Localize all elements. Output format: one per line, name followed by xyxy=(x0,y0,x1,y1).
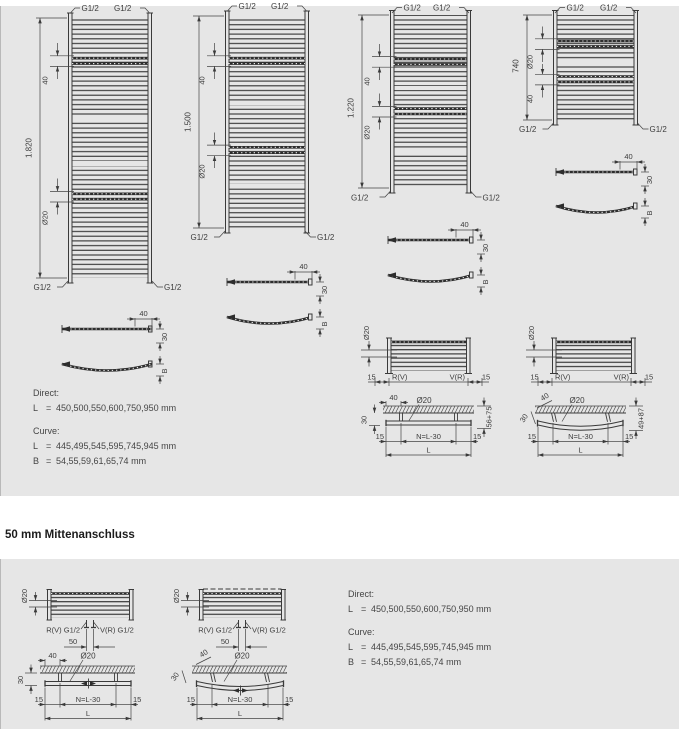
direct-lengths: 450,500,550,600,750,950 mm xyxy=(371,604,492,614)
sideview-direct-curve-col4 xyxy=(555,152,654,226)
dim-40-label: 40 xyxy=(197,647,210,660)
dim-40-label: 40 xyxy=(525,94,535,104)
curve-depth-row: B = 54,55,59,61,65,74 mm xyxy=(348,657,462,667)
dim-40-label: 40 xyxy=(624,152,633,161)
dim-d20-label: Ø20 xyxy=(362,125,372,140)
dim-15-label: 15 xyxy=(530,372,539,382)
connection-label: G1/2 xyxy=(403,3,421,13)
dim-15-label: 15 xyxy=(285,695,294,704)
radiator-front-740 xyxy=(512,4,668,135)
length-label: L xyxy=(85,709,91,718)
dim-40-label: 40 xyxy=(197,76,207,85)
return-flow-label: R(V) xyxy=(555,372,571,382)
curve-length-row: L = 445,495,545,595,745,945 mm xyxy=(348,642,492,652)
frontview-short-col4 xyxy=(526,326,653,386)
flow-return-connection-label: V(R) G1/2 xyxy=(252,625,286,635)
connection-label: G1/2 xyxy=(164,283,182,292)
curve-title: Curve: xyxy=(348,627,375,637)
axis-spacing-label: N=L-30 xyxy=(75,695,101,704)
curve-lengths: 445,495,545,595,745,945 mm xyxy=(56,441,177,451)
height-dim-label: 740 xyxy=(511,59,521,73)
dim-30-label: 30 xyxy=(645,175,654,185)
dim-50-label: 50 xyxy=(220,637,230,646)
dim-40-label: 40 xyxy=(460,220,469,229)
dim-30-label: 30 xyxy=(16,675,25,685)
dim-15-label: 15 xyxy=(473,432,482,441)
length-label: L xyxy=(578,445,583,455)
dim-d20-label: Ø20 xyxy=(362,325,371,341)
radiator-front-1220 xyxy=(347,4,501,203)
connection-label: G1/2 xyxy=(238,2,256,11)
dim-30-label: 30 xyxy=(481,243,490,253)
height-dim-label: 1.220 xyxy=(346,97,356,119)
spec-block-bottom xyxy=(348,589,491,672)
sideview-direct-curve-col3 xyxy=(387,220,490,295)
axis-spacing-label: N=L-30 xyxy=(416,432,441,441)
length-label: L xyxy=(33,403,39,413)
curve-depths: 54,55,59,61,65,74 mm xyxy=(371,657,462,667)
dim-15-label: 15 xyxy=(625,432,634,441)
frontview-center-curve xyxy=(172,589,286,651)
section-heading: 50 mm Mittenanschluss xyxy=(5,529,135,541)
sideview-direct-curve-col1 xyxy=(61,309,169,384)
dim-d20-label: Ø20 xyxy=(416,396,432,405)
dim-15-label: 15 xyxy=(481,372,491,382)
wall-distance-range-label: 49+87 xyxy=(636,407,646,430)
curve-title: Curve: xyxy=(33,426,60,436)
connection-label: G1/2 xyxy=(433,3,451,13)
dim-15-label: 15 xyxy=(375,432,384,441)
dim-50-label: 50 xyxy=(68,637,78,646)
dim-30-label: 30 xyxy=(359,415,369,425)
flow-return-label: V(R) xyxy=(449,372,465,382)
dim-b-label: B xyxy=(481,279,490,285)
dim-15-label: 15 xyxy=(527,432,536,441)
dim-d20-label: Ø20 xyxy=(20,588,29,604)
spec-block-top xyxy=(33,388,176,471)
dim-d20-label: Ø20 xyxy=(197,164,207,179)
height-dim-label: 1.820 xyxy=(24,137,34,159)
connection-label: G1/2 xyxy=(566,3,584,13)
dim-b-label: B xyxy=(320,321,329,327)
curve-length-row: L = 445,495,545,595,745,945 mm xyxy=(33,441,177,451)
connection-label: G1/2 xyxy=(519,125,537,134)
dim-d20-label: Ø20 xyxy=(527,325,536,341)
length-label: L xyxy=(237,709,243,718)
connection-label: G1/2 xyxy=(351,193,369,203)
curve-depths: 54,55,59,61,65,74 mm xyxy=(56,456,147,466)
planview-direct-col3 xyxy=(360,393,494,457)
planview-curve-col4 xyxy=(518,391,646,457)
connection-label: G1/2 xyxy=(600,3,618,13)
dim-15-label: 15 xyxy=(34,695,43,704)
return-flow-connection-label: R(V) G1/2 xyxy=(46,625,80,635)
planview-center-curve xyxy=(169,647,293,720)
dim-40-label: 40 xyxy=(538,390,551,403)
dim-d20-label: Ø20 xyxy=(234,651,250,661)
dim-40-label: 40 xyxy=(299,262,308,271)
dim-40-label: 40 xyxy=(362,77,372,86)
direct-length-row: L = 450,500,550,600,750,950 mm xyxy=(33,403,177,413)
flow-return-connection-label: V(R) G1/2 xyxy=(100,625,134,635)
direct-lengths: 450,500,550,600,750,950 mm xyxy=(56,403,177,413)
connection-label: G1/2 xyxy=(482,193,500,203)
dim-40-label: 40 xyxy=(48,651,57,660)
dim-d20-label: Ø20 xyxy=(40,210,50,226)
dim-40-label: 40 xyxy=(40,76,50,85)
dim-30-label: 30 xyxy=(168,670,182,683)
direct-title: Direct: xyxy=(33,388,60,398)
dim-15-label: 15 xyxy=(186,695,195,704)
dim-15-label: 15 xyxy=(367,372,376,382)
return-flow-connection-label: R(V) G1/2 xyxy=(198,625,232,635)
axis-spacing-label: N=L-30 xyxy=(568,432,593,441)
connection-label: G1/2 xyxy=(114,4,132,13)
dim-30-label: 30 xyxy=(517,412,530,425)
dim-d20-label: Ø20 xyxy=(569,396,585,405)
dim-b-label: B xyxy=(160,368,169,374)
connection-label: G1/2 xyxy=(317,233,335,242)
axis-spacing-label: N=L-30 xyxy=(227,695,253,704)
planview-center-direct xyxy=(16,651,141,721)
curve-depth-row: B = 54,55,59,61,65,74 mm xyxy=(33,456,147,466)
radiator-front-1820 xyxy=(25,4,182,292)
dim-d20-label: Ø20 xyxy=(525,54,535,70)
dim-40-label: 40 xyxy=(389,393,398,402)
sideview-direct-curve-col2 xyxy=(226,262,329,337)
frontview-center-direct xyxy=(20,589,134,651)
radiator-front-1500 xyxy=(184,2,335,242)
dim-30-label: 30 xyxy=(320,285,329,295)
connection-label: G1/2 xyxy=(33,283,51,292)
flow-return-label: V(R) xyxy=(613,372,629,382)
frontview-short-col3 xyxy=(361,326,490,386)
dim-d20-label: Ø20 xyxy=(172,588,181,604)
height-dim-label: 1.500 xyxy=(183,111,193,133)
dim-b-label: B xyxy=(645,210,654,216)
dim-15-label: 15 xyxy=(133,695,142,704)
wall-distance-range-label: 56+75 xyxy=(484,406,494,428)
direct-title: Direct: xyxy=(348,589,375,599)
dim-d20-label: Ø20 xyxy=(80,651,96,661)
dim-15-label: 15 xyxy=(644,372,654,382)
dim-30-label: 30 xyxy=(160,332,169,342)
dim-40-label: 40 xyxy=(139,309,148,318)
connection-label: G1/2 xyxy=(190,233,208,242)
curve-lengths: 445,495,545,595,745,945 mm xyxy=(371,642,492,652)
connection-label: G1/2 xyxy=(81,4,99,13)
connection-label: G1/2 xyxy=(271,2,289,11)
connection-label: G1/2 xyxy=(649,125,667,134)
direct-length-row: L = 450,500,550,600,750,950 mm xyxy=(348,604,492,614)
return-flow-label: R(V) xyxy=(392,372,408,382)
length-label: L xyxy=(426,445,431,455)
